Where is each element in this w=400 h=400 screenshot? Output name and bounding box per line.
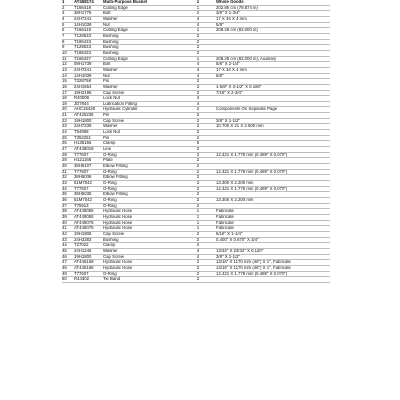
- part-number-cell: 19H1906: [74, 231, 103, 237]
- quantity-cell: 2: [180, 203, 216, 209]
- part-number-cell: 19H2196: [74, 90, 103, 96]
- description-cell: Bushing: [103, 39, 180, 45]
- ref-number-cell: 39: [62, 214, 74, 220]
- part-number-cell: H135156: [74, 141, 103, 147]
- quantity-cell: 2: [180, 197, 216, 203]
- ref-number-cell: 36: [62, 197, 74, 203]
- part-number-cell: AT425236: [74, 113, 103, 119]
- quantity-cell: 2: [180, 39, 216, 45]
- ref-number-cell: 30: [62, 164, 74, 170]
- ref-number-cell: 40: [62, 220, 74, 226]
- table-row: [62, 277, 330, 283]
- remarks-cell: 12.421 X 1.778 mm (0.489" X 0.070"): [216, 271, 330, 277]
- part-number-cell: T77607: [74, 169, 103, 175]
- description-cell: Multi-Purpose Bucket: [103, 0, 180, 5]
- quantity-cell: 2: [180, 186, 216, 192]
- description-cell: O-Ring: [103, 186, 180, 192]
- description-cell: Cap Screw: [103, 90, 180, 96]
- part-number-cell: 24H7241: [74, 16, 103, 22]
- remarks-cell: Fabricate: [216, 226, 330, 232]
- quantity-cell: 4: [180, 254, 216, 260]
- ref-number-cell: 4: [62, 16, 74, 22]
- ref-number-cell: 42: [62, 231, 74, 237]
- ref-number-cell: 48: [62, 265, 74, 271]
- description-cell: Bolt: [103, 62, 180, 68]
- description-cell: Pin: [103, 113, 180, 119]
- description-cell: Clamp: [103, 243, 180, 249]
- part-number-cell: 38H5107: [74, 164, 103, 170]
- quantity-cell: 4: [180, 22, 216, 28]
- part-number-cell: 08H1739: [74, 62, 103, 68]
- ref-number-cell: 10: [62, 50, 74, 56]
- ref-number-cell: 28: [62, 152, 74, 158]
- table-row: [62, 265, 330, 271]
- description-cell: Line: [103, 147, 180, 153]
- ref-number-cell: 38: [62, 209, 74, 215]
- ref-number-cell: 15: [62, 79, 74, 85]
- description-cell: Hydraulic Cylinder: [103, 107, 180, 113]
- remarks-cell: Whole Goods: [216, 0, 330, 5]
- part-number-cell: T166419: [74, 28, 103, 34]
- ref-number-cell: 13: [62, 67, 74, 73]
- description-cell: Elbow Fitting: [103, 192, 180, 198]
- quantity-cell: 2: [180, 271, 216, 277]
- description-cell: Pin: [103, 135, 180, 141]
- remarks-cell: 13.300 X 2.200 mm: [216, 197, 330, 203]
- quantity-cell: 2: [180, 33, 216, 39]
- remarks-cell: 0.400" X 0.670" X 3/4": [216, 237, 330, 243]
- quantity-cell: 2: [180, 277, 216, 283]
- description-cell: Hydraulic Hose: [103, 209, 180, 215]
- description-cell: Elbow Fitting: [103, 175, 180, 181]
- quantity-cell: 2: [180, 192, 216, 198]
- part-number-cell: 19H1800: [74, 118, 103, 124]
- part-number-cell: AHC15428: [74, 107, 103, 113]
- description-cell: Bushing: [103, 237, 180, 243]
- parts-list-body: [62, 0, 330, 282]
- description-cell: Bolt: [103, 11, 180, 17]
- description-cell: Cutting Edge: [103, 28, 180, 34]
- parts-list-table: [62, 0, 330, 283]
- ref-number-cell: 6: [62, 28, 74, 34]
- ref-number-cell: 44: [62, 243, 74, 249]
- quantity-cell: 2: [180, 243, 216, 249]
- part-number-cell: 51M7042: [74, 181, 103, 187]
- quantity-cell: 2: [180, 130, 216, 136]
- part-number-cell: 24H7241: [74, 67, 103, 73]
- quantity-cell: 2: [180, 79, 216, 85]
- remarks-cell: 7/16" X 2-3/4": [216, 90, 330, 96]
- ref-number-cell: 33: [62, 181, 74, 187]
- quantity-cell: 2: [180, 107, 216, 113]
- part-number-cell: AT448075: [74, 220, 103, 226]
- quantity-cell: 2: [180, 265, 216, 271]
- part-number-cell: 14H1039: [74, 73, 103, 79]
- remarks-cell: 3/8" X 1-1/2": [216, 254, 330, 260]
- ref-number-cell: 25: [62, 135, 74, 141]
- part-number-cell: 24H1554: [74, 84, 103, 90]
- quantity-cell: 2: [180, 135, 216, 141]
- quantity-cell: 2: [180, 158, 216, 164]
- ref-number-cell: 26: [62, 141, 74, 147]
- part-number-cell: T186433: [74, 50, 103, 56]
- ref-number-cell: 24: [62, 130, 74, 136]
- part-number-cell: T128533: [74, 45, 103, 51]
- part-number-cell: 24H7239: [74, 124, 103, 130]
- quantity-cell: 4: [180, 101, 216, 107]
- remarks-cell: 5/8" X 2-1/4": [216, 62, 330, 68]
- description-cell: Washer: [103, 248, 180, 254]
- part-number-cell: 24H1246: [74, 248, 103, 254]
- remarks-cell: Fabricate: [216, 220, 330, 226]
- quantity-cell: 4: [180, 62, 216, 68]
- part-number-cell: T166437: [74, 56, 103, 62]
- description-cell: Lock Nut: [103, 130, 180, 136]
- description-cell: Nut: [103, 22, 180, 28]
- part-number-cell: T75913: [74, 203, 103, 209]
- remarks-cell: 10.700 X 21 X 2.500 mm: [216, 124, 330, 130]
- part-number-cell: AT448055: [74, 214, 103, 220]
- description-cell: Lubrication Fitting: [103, 101, 180, 107]
- ref-number-cell: 17: [62, 90, 74, 96]
- ref-number-cell: 18: [62, 96, 74, 102]
- part-number-cell: AT446168: [74, 265, 103, 271]
- remarks-cell: 17 X 34 X 4 mm: [216, 16, 330, 22]
- part-number-cell: 38H5036: [74, 175, 103, 181]
- description-cell: Hydraulic Hose: [103, 220, 180, 226]
- part-number-cell: 24H3383: [74, 237, 103, 243]
- remarks-cell: 5/8": [216, 73, 330, 79]
- part-number-cell: 19H1800: [74, 254, 103, 260]
- part-number-cell: T166418: [74, 5, 103, 11]
- ref-number-cell: 35: [62, 192, 74, 198]
- ref-number-cell: 14: [62, 73, 74, 79]
- ref-number-cell: 29: [62, 158, 74, 164]
- quantity-cell: 2: [180, 175, 216, 181]
- quantity-cell: 1: [180, 226, 216, 232]
- description-cell: O-Ring: [103, 203, 180, 209]
- part-number-cell: 38H1776: [74, 11, 103, 17]
- description-cell: O-Ring: [103, 271, 180, 277]
- table-row: [62, 260, 330, 266]
- description-cell: Washer: [103, 84, 180, 90]
- ref-number-cell: 11: [62, 56, 74, 62]
- description-cell: Hydraulic Hose: [103, 214, 180, 220]
- quantity-cell: 1: [180, 0, 216, 5]
- ref-number-cell: 47: [62, 260, 74, 266]
- part-number-cell: JD7844: [74, 101, 103, 107]
- ref-number-cell: 43: [62, 237, 74, 243]
- remarks-cell: 208.28 cm (82.000 in): [216, 28, 330, 34]
- ref-number-cell: 41: [62, 226, 74, 232]
- quantity-cell: 2: [180, 45, 216, 51]
- quantity-cell: 4: [180, 67, 216, 73]
- description-cell: Hydraulic Hose: [103, 260, 180, 266]
- quantity-cell: 2: [180, 113, 216, 119]
- part-number-cell: R44302: [74, 277, 103, 283]
- remarks-cell: 1-5/8" X 3-1/2" X 0.180": [216, 84, 330, 90]
- description-cell: Bushing: [103, 45, 180, 51]
- quantity-cell: 1: [180, 214, 216, 220]
- remarks-cell: 208.28 cm (82.000 in), Auxiliary: [216, 56, 330, 62]
- quantity-cell: 1: [180, 28, 216, 34]
- quantity-cell: 2: [180, 164, 216, 170]
- ref-number-cell: 32: [62, 175, 74, 181]
- quantity-cell: 1: [180, 5, 216, 11]
- quantity-cell: 2: [180, 181, 216, 187]
- description-cell: O-Ring: [103, 181, 180, 187]
- ref-number-cell: 50: [62, 277, 74, 283]
- remarks-cell: 12.421 X 1.778 mm (0.489" X 0.070"): [216, 186, 330, 192]
- part-number-cell: AT448018: [74, 147, 103, 153]
- description-cell: Plate: [103, 158, 180, 164]
- quantity-cell: 2: [180, 118, 216, 124]
- description-cell: O-Ring: [103, 152, 180, 158]
- description-cell: Cutting Edge: [103, 5, 180, 11]
- quantity-cell: 2: [180, 169, 216, 175]
- part-number-cell: 14H1039: [74, 22, 103, 28]
- part-number-cell: AT468174: [74, 0, 103, 5]
- ref-number-cell: 12: [62, 62, 74, 68]
- ref-number-cell: 5: [62, 22, 74, 28]
- part-number-cell: 38H5035: [74, 192, 103, 198]
- description-cell: Cap Screw: [103, 254, 180, 260]
- part-number-cell: R40008: [74, 96, 103, 102]
- quantity-cell: 2: [180, 90, 216, 96]
- remarks-cell: [216, 277, 330, 283]
- description-cell: Tie Band: [103, 277, 180, 283]
- description-cell: Cutting Edge: [103, 56, 180, 62]
- quantity-cell: 2: [180, 11, 216, 17]
- description-cell: Nut: [103, 73, 180, 79]
- ref-number-cell: 19: [62, 101, 74, 107]
- description-cell: Cap Screw: [103, 118, 180, 124]
- remarks-cell: 5/8": [216, 22, 330, 28]
- ref-number-cell: 34: [62, 186, 74, 192]
- description-cell: Bushing: [103, 33, 180, 39]
- ref-number-cell: 31: [62, 169, 74, 175]
- ref-number-cell: 2: [62, 5, 74, 11]
- remarks-cell: 3/8" X 1-1/2": [216, 118, 330, 124]
- quantity-cell: 2: [180, 260, 216, 266]
- ref-number-cell: 45: [62, 248, 74, 254]
- quantity-cell: 2: [180, 231, 216, 237]
- description-cell: O-Ring: [103, 169, 180, 175]
- description-cell: Clamp: [103, 141, 180, 147]
- remarks-cell: 13/32" X 23/32" X 0.120": [216, 248, 330, 254]
- quantity-cell: 6: [180, 141, 216, 147]
- part-number-cell: 51M7042: [74, 197, 103, 203]
- quantity-cell: 1: [180, 220, 216, 226]
- quantity-cell: 2: [180, 124, 216, 130]
- remarks-cell: 12.421 X 1.778 mm (0.489" X 0.070"): [216, 152, 330, 158]
- description-cell: Hydraulic Hose: [103, 265, 180, 271]
- description-cell: Pin: [103, 79, 180, 85]
- description-cell: Washer: [103, 16, 180, 22]
- part-number-cell: T77607: [74, 186, 103, 192]
- ref-number-cell: 1: [62, 0, 74, 5]
- ref-number-cell: 9: [62, 45, 74, 51]
- ref-number-cell: 7: [62, 33, 74, 39]
- ref-number-cell: 46: [62, 254, 74, 260]
- part-number-cell: H121168: [74, 158, 103, 164]
- remarks-cell: 17 X 34 X 4 mm: [216, 67, 330, 73]
- part-number-cell: T352251: [74, 135, 103, 141]
- ref-number-cell: 16: [62, 84, 74, 90]
- quantity-cell: 2: [180, 147, 216, 153]
- description-cell: Hydraulic Hose: [103, 226, 180, 232]
- ref-number-cell: 37: [62, 203, 74, 209]
- ref-number-cell: 20: [62, 107, 74, 113]
- part-number-cell: T186433: [74, 39, 103, 45]
- ref-number-cell: 21: [62, 113, 74, 119]
- description-cell: Elbow Fitting: [103, 164, 180, 170]
- ref-number-cell: 23: [62, 124, 74, 130]
- remarks-cell: 13/16" X 1170 mm (46") X 1", Fabricate: [216, 260, 330, 266]
- quantity-cell: 4: [180, 73, 216, 79]
- quantity-cell: 2: [180, 84, 216, 90]
- quantity-cell: 4: [180, 16, 216, 22]
- remarks-cell: Fabricate: [216, 209, 330, 215]
- quantity-cell: 2: [180, 237, 216, 243]
- remarks-cell: 202.86 cm (79.874 in): [216, 5, 330, 11]
- remarks-cell: 13.300 X 2.200 mm: [216, 181, 330, 187]
- part-number-cell: T27022: [74, 243, 103, 249]
- ref-number-cell: 27: [62, 147, 74, 153]
- ref-number-cell: 3: [62, 11, 74, 17]
- remarks-cell: 12.421 X 1.778 mm (0.489" X 0.070"): [216, 169, 330, 175]
- part-number-cell: T128533: [74, 33, 103, 39]
- quantity-cell: 1: [180, 209, 216, 215]
- description-cell: O-Ring: [103, 197, 180, 203]
- part-number-cell: T77607: [74, 271, 103, 277]
- remarks-cell: 13/16" X 1170 mm (46") X 1", Fabricate: [216, 265, 330, 271]
- part-number-cell: AT448075: [74, 226, 103, 232]
- description-cell: Bushing: [103, 50, 180, 56]
- part-number-cell: AT446168: [74, 260, 103, 266]
- description-cell: Washer: [103, 67, 180, 73]
- ref-number-cell: 8: [62, 39, 74, 45]
- quantity-cell: 1: [180, 56, 216, 62]
- part-number-cell: T77607: [74, 152, 103, 158]
- remarks-cell: 5/16" X 1-1/4": [216, 231, 330, 237]
- part-number-cell: T328758: [74, 79, 103, 85]
- description-cell: Cap Screw: [103, 231, 180, 237]
- ref-number-cell: 22: [62, 118, 74, 124]
- quantity-cell: 2: [180, 152, 216, 158]
- ref-number-cell: 49: [62, 271, 74, 277]
- remarks-cell: Components On Separate Page: [216, 107, 330, 113]
- part-number-cell: T54968: [74, 130, 103, 136]
- part-number-cell: AT448055: [74, 209, 103, 215]
- quantity-cell: 4: [180, 248, 216, 254]
- remarks-cell: Fabricate: [216, 214, 330, 220]
- description-cell: Lock Nut: [103, 96, 180, 102]
- quantity-cell: 2: [180, 50, 216, 56]
- remarks-cell: 3/8" X 1-3/4": [216, 11, 330, 17]
- quantity-cell: 4: [180, 96, 216, 102]
- description-cell: Washer: [103, 124, 180, 130]
